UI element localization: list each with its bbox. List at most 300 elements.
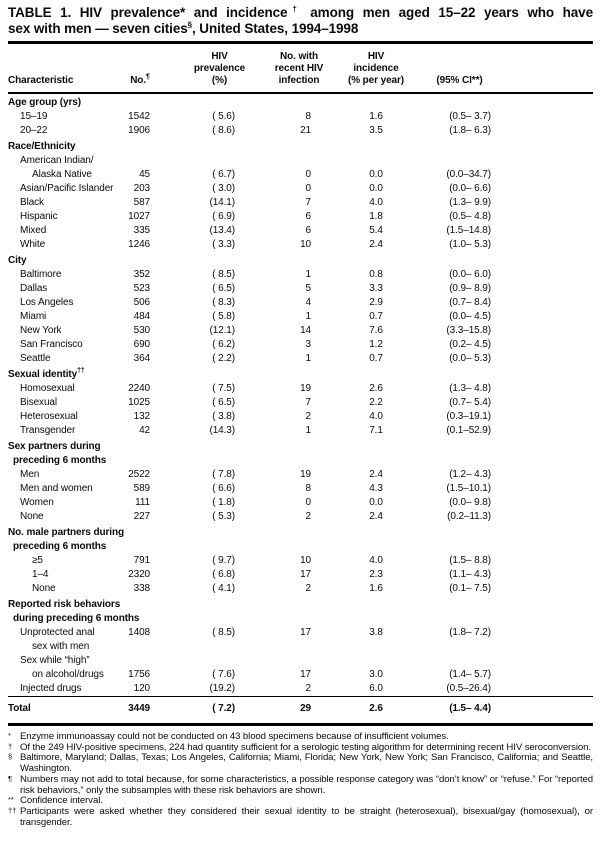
data-row	[8, 424, 593, 438]
cell-recent-infection: 21	[300, 125, 311, 136]
cell-recent-infection	[263, 366, 335, 382]
cell-filler	[518, 124, 593, 138]
header-no-text: No.	[130, 75, 146, 86]
header-row-2	[8, 63, 593, 75]
row-label: preceding 6 months	[13, 455, 107, 466]
cell-recent-infection	[263, 540, 335, 554]
cell-incidence	[335, 438, 417, 454]
cell-prevalence	[160, 366, 263, 382]
cell-filler	[518, 654, 593, 668]
cell-no	[120, 438, 160, 454]
cell-no	[120, 252, 160, 268]
section-row	[8, 454, 593, 468]
cell-filler	[518, 424, 593, 438]
cell-recent-infection: 17	[300, 569, 311, 580]
cell-filler	[518, 524, 593, 540]
data-row	[8, 224, 593, 238]
cell-filler	[518, 268, 593, 282]
footnote-marker: †	[8, 741, 13, 751]
cell-no	[120, 154, 160, 168]
data-row	[8, 268, 593, 282]
title-dagger-sup: †	[287, 4, 302, 14]
data-row	[8, 468, 593, 482]
cell-filler	[518, 224, 593, 238]
cell-ci: (0.0– 9.8)	[449, 497, 491, 508]
cell-recent-infection: 19	[300, 383, 311, 394]
cell-filler	[518, 282, 593, 296]
footnote-text: Participants were asked whether they considered their sexual identity to be straight (heterosexual), bisexual/gay (homosexual), or transgender.	[20, 805, 593, 828]
header-spacer	[120, 63, 160, 75]
row-label: Seattle	[20, 353, 51, 364]
cell-recent-infection: 1	[305, 311, 311, 322]
cell-incidence: 0.0	[369, 497, 383, 508]
cell-filler	[518, 510, 593, 524]
cell-recent-infection: 2	[305, 411, 311, 422]
cell-incidence: 1.2	[369, 339, 383, 350]
cell-prevalence: ( 6.8)	[212, 569, 235, 580]
header-recent-line3: infection	[263, 75, 335, 93]
cell-recent-infection: 17	[300, 669, 311, 680]
row-label: Race/Ethnicity	[8, 141, 76, 152]
cell-no	[120, 454, 160, 468]
cell-prevalence: (19.2)	[209, 683, 235, 694]
cell-incidence: 2.4	[369, 239, 383, 250]
cell-prevalence: (13.4)	[209, 225, 235, 236]
cell-no	[120, 596, 160, 612]
cell-ci: (0.0– 4.5)	[449, 311, 491, 322]
footnote-text: Baltimore, Maryland; Dallas, Texas; Los Angeles, California; Miami, Florida; New York, New York; San Francisco, California; and Seattle, Washington.	[20, 752, 593, 775]
cell-ci	[417, 596, 518, 612]
header-ci: (95% CI**)	[417, 75, 518, 93]
cell-no: 1906	[128, 125, 150, 136]
row-label: Unprotected anal	[20, 627, 95, 638]
cell-incidence: 1.8	[369, 211, 383, 222]
cell-recent-infection: 2	[305, 511, 311, 522]
row-label: preceding 6 months	[13, 541, 107, 552]
cell-recent-infection: 1	[305, 269, 311, 280]
cell-ci: (0.5– 3.7)	[449, 111, 491, 122]
cell-ci: (1.1– 4.3)	[449, 569, 491, 580]
cell-prevalence: ( 7.8)	[212, 469, 235, 480]
cell-ci: (0.2–11.3)	[447, 511, 491, 522]
footnote-marker: §	[8, 752, 13, 762]
cell-no: 1408	[128, 627, 150, 638]
cell-no: 523	[133, 283, 150, 294]
cell-prevalence: (14.1)	[209, 197, 235, 208]
data-row	[8, 396, 593, 410]
cell-filler	[518, 568, 593, 582]
row-label: Bisexual	[20, 397, 57, 408]
cell-recent-infection: 10	[300, 555, 311, 566]
table-title-line1	[8, 5, 593, 21]
cell-incidence	[335, 138, 417, 154]
cell-incidence: 6.0	[369, 683, 383, 694]
cell-ci: (1.5– 8.8)	[449, 555, 491, 566]
total-row	[8, 697, 593, 725]
header-prevalence-line3: (%)	[160, 75, 263, 93]
cell-ci	[417, 540, 518, 554]
header-prevalence-line2: prevalence	[193, 63, 246, 74]
cell-ci: (1.5–10.1)	[446, 483, 491, 494]
cell-prevalence: ( 1.8)	[212, 497, 235, 508]
cell-recent-infection: 8	[305, 111, 311, 122]
cell-recent-infection	[263, 93, 335, 110]
total-label: Total	[8, 697, 120, 725]
data-row	[8, 496, 593, 510]
row-label: 1–4	[32, 569, 49, 580]
header-characteristic: Characteristic	[8, 75, 120, 93]
cell-filler	[518, 626, 593, 640]
table-footer	[8, 697, 593, 725]
cell-ci	[417, 640, 518, 654]
data-row	[8, 338, 593, 352]
section-row	[8, 252, 593, 268]
row-label: None	[20, 511, 44, 522]
title-line1-text-cont: among men aged 15–22 years who have	[301, 5, 593, 20]
cell-prevalence: ( 3.8)	[212, 411, 235, 422]
hiv-prevalence-table	[8, 44, 593, 726]
header-prevalence-line1: HIV	[211, 51, 228, 62]
row-label: sex with men	[32, 641, 90, 652]
cell-no: 364	[133, 353, 150, 364]
cell-no: 42	[139, 425, 150, 436]
cell-filler	[518, 93, 593, 110]
cell-incidence	[335, 154, 417, 168]
footnote-marker: **	[8, 795, 14, 805]
footnote-text: Enzyme immunoassay could not be conducted on 43 blood specimens because of insufficient volumes.	[20, 731, 449, 742]
cell-incidence: 0.0	[369, 169, 383, 180]
cell-incidence: 1.6	[369, 583, 383, 594]
cell-prevalence: ( 8.5)	[212, 627, 235, 638]
row-label: Mixed	[20, 225, 47, 236]
data-row	[8, 154, 593, 168]
cell-prevalence	[160, 612, 263, 626]
cell-ci: (1.0– 5.3)	[449, 239, 491, 250]
cell-prevalence: ( 6.6)	[212, 483, 235, 494]
cell-ci: (0.5–26.4)	[446, 683, 491, 694]
cell-filler	[518, 682, 593, 697]
row-label: Transgender	[20, 425, 76, 436]
cell-prevalence: ( 7.5)	[212, 383, 235, 394]
cell-prevalence	[160, 438, 263, 454]
cell-ci	[417, 138, 518, 154]
total-ci: (1.5– 4.4)	[417, 697, 518, 725]
cell-filler	[518, 210, 593, 224]
cell-prevalence: ( 2.2)	[212, 353, 235, 364]
data-row	[8, 668, 593, 682]
row-label: Alaska Native	[32, 169, 92, 180]
title-line2-text-cont: , United States, 1994–1998	[192, 21, 359, 36]
row-label: Asian/Pacific Islander	[20, 183, 114, 194]
footnote-double-dagger	[8, 807, 593, 828]
cell-prevalence: ( 6.2)	[212, 339, 235, 350]
cell-no: 530	[133, 325, 150, 336]
cell-incidence	[335, 612, 417, 626]
row-label: ≥5	[32, 555, 43, 566]
total-filler	[518, 697, 593, 725]
cell-prevalence: ( 6.5)	[212, 397, 235, 408]
cell-incidence	[335, 93, 417, 110]
row-label: New York	[20, 325, 62, 336]
cell-no: 120	[133, 683, 150, 694]
data-row	[8, 296, 593, 310]
total-prevalence: ( 7.2)	[160, 697, 263, 725]
cell-filler	[518, 454, 593, 468]
section-row	[8, 596, 593, 612]
cell-prevalence	[160, 454, 263, 468]
cell-recent-infection: 0	[305, 183, 311, 194]
section-row	[8, 366, 593, 382]
header-spacer	[518, 63, 593, 75]
cell-incidence: 0.7	[369, 311, 383, 322]
cell-recent-infection: 0	[305, 169, 311, 180]
cell-no: 484	[133, 311, 150, 322]
cell-no: 506	[133, 297, 150, 308]
cell-prevalence	[160, 640, 263, 654]
cell-no: 338	[133, 583, 150, 594]
cell-no: 2240	[128, 383, 150, 394]
row-label: Injected drugs	[20, 683, 82, 694]
cell-filler	[518, 182, 593, 196]
row-label: None	[32, 583, 56, 594]
cell-incidence: 7.1	[369, 425, 383, 436]
footnote-text: Of the 249 HIV-positive specimens, 224 had quantity sufficient for a serologic testing algorithm for determining recent HIV seroconversion.	[20, 741, 591, 753]
row-label: Reported risk behaviors	[8, 599, 121, 610]
cell-prevalence	[160, 252, 263, 268]
title-section-sup: §	[187, 20, 192, 30]
cell-no: 2522	[128, 469, 150, 480]
data-row	[8, 682, 593, 697]
cell-no: 132	[133, 411, 150, 422]
header-spacer	[8, 44, 120, 63]
cell-filler	[518, 668, 593, 682]
cell-ci: (0.2– 4.5)	[449, 339, 491, 350]
cell-no: 1542	[128, 111, 150, 122]
cell-recent-infection	[263, 596, 335, 612]
cell-no	[120, 138, 160, 154]
cell-no: 791	[133, 555, 150, 566]
cell-recent-infection	[263, 654, 335, 668]
cell-ci	[417, 252, 518, 268]
data-row	[8, 352, 593, 366]
header-no	[120, 75, 160, 93]
cell-no	[120, 640, 160, 654]
cell-ci	[417, 612, 518, 626]
section-row	[8, 93, 593, 110]
header-no-sup: ¶	[146, 73, 150, 81]
cell-prevalence: ( 6.7)	[212, 169, 235, 180]
row-label: on alcohol/drugs	[32, 669, 104, 680]
data-row	[8, 238, 593, 252]
cell-incidence	[335, 454, 417, 468]
row-label: Sex while “high”	[20, 655, 90, 666]
footnote-text: Numbers may not add to total because, for some characteristics, a possible response category was “don’t know” or “refuse.” For “reported risk behaviors,” only the subsamples with these risk behaviors are shown.	[20, 773, 593, 796]
cell-prevalence	[160, 596, 263, 612]
cell-prevalence: ( 3.0)	[212, 183, 235, 194]
row-label: 20–22	[20, 125, 48, 136]
row-label: Sexual identity††	[8, 367, 85, 380]
cell-ci: (0.1–52.9)	[446, 425, 491, 436]
cell-filler	[518, 410, 593, 424]
cell-no: 1756	[128, 669, 150, 680]
cell-no: 2320	[128, 569, 150, 580]
cell-recent-infection	[263, 454, 335, 468]
cell-prevalence: ( 6.5)	[212, 283, 235, 294]
cell-filler	[518, 310, 593, 324]
footnote-pilcrow	[8, 775, 593, 796]
cell-incidence: 3.5	[369, 125, 383, 136]
header-spacer	[518, 75, 593, 93]
cell-filler	[518, 582, 593, 596]
cell-filler	[518, 296, 593, 310]
cell-prevalence: ( 5.8)	[212, 311, 235, 322]
cell-ci: (0.7– 8.4)	[449, 297, 491, 308]
cell-ci: (1.5–14.8)	[446, 225, 491, 236]
data-row	[8, 324, 593, 338]
table-title	[8, 5, 593, 37]
data-row	[8, 210, 593, 224]
row-label: 15–19	[20, 111, 48, 122]
cell-recent-infection: 5	[305, 283, 311, 294]
cell-no	[120, 366, 160, 382]
section-footnote-sup: ††	[77, 367, 85, 375]
cell-incidence: 3.8	[369, 627, 383, 638]
row-label: Hispanic	[20, 211, 58, 222]
row-label: Los Angeles	[20, 297, 74, 308]
cell-incidence	[335, 252, 417, 268]
cell-recent-infection	[263, 524, 335, 540]
cell-recent-infection: 2	[305, 583, 311, 594]
cell-filler	[518, 396, 593, 410]
cell-filler	[518, 496, 593, 510]
row-label: White	[20, 239, 46, 250]
cell-recent-infection: 7	[305, 197, 311, 208]
data-row	[8, 282, 593, 296]
title-line1-text: TABLE 1. HIV prevalence* and incidence	[8, 5, 288, 20]
cell-prevalence: ( 8.5)	[212, 269, 235, 280]
data-row	[8, 382, 593, 396]
data-row	[8, 196, 593, 210]
cell-incidence: 4.0	[369, 411, 383, 422]
cell-prevalence: (14.3)	[209, 425, 235, 436]
cell-prevalence: ( 8.6)	[212, 125, 235, 136]
cell-prevalence: ( 7.6)	[212, 669, 235, 680]
cell-recent-infection: 2	[305, 683, 311, 694]
cell-prevalence: ( 5.6)	[212, 111, 235, 122]
row-label: Miami	[20, 311, 47, 322]
row-label: Men	[20, 469, 40, 480]
header-row-1	[8, 44, 593, 63]
cell-prevalence	[160, 154, 263, 168]
section-row	[8, 138, 593, 154]
header-spacer	[8, 63, 120, 75]
data-row	[8, 168, 593, 182]
section-row	[8, 612, 593, 626]
cell-ci: (1.2– 4.3)	[449, 469, 491, 480]
footnote-marker: ††	[8, 805, 17, 815]
cell-prevalence: ( 9.7)	[212, 555, 235, 566]
cell-ci	[417, 654, 518, 668]
header-row-3	[8, 75, 593, 93]
row-label: Women	[20, 497, 54, 508]
cell-ci: (1.8– 6.3)	[449, 125, 491, 136]
cell-prevalence: ( 3.3)	[212, 239, 235, 250]
cell-incidence: 0.7	[369, 353, 383, 364]
data-row	[8, 310, 593, 324]
cell-no: 690	[133, 339, 150, 350]
data-row	[8, 654, 593, 668]
cell-incidence	[335, 654, 417, 668]
cell-ci: (1.8– 7.2)	[449, 627, 491, 638]
cell-no: 203	[133, 183, 150, 194]
cell-recent-infection: 1	[305, 425, 311, 436]
data-row	[8, 568, 593, 582]
section-row	[8, 524, 593, 540]
header-recent-line1: No. with	[279, 51, 319, 62]
cell-prevalence: ( 6.9)	[212, 211, 235, 222]
cell-ci: (0.0– 5.3)	[449, 353, 491, 364]
footnote-marker: *	[8, 731, 11, 740]
row-label: Age group (yrs)	[8, 97, 81, 108]
row-label: during preceding 6 months	[13, 613, 140, 624]
row-label: City	[8, 255, 27, 266]
cell-ci	[417, 438, 518, 454]
cell-filler	[518, 540, 593, 554]
cell-prevalence	[160, 138, 263, 154]
data-row	[8, 510, 593, 524]
cell-ci	[417, 366, 518, 382]
cell-filler	[518, 324, 593, 338]
cell-filler	[518, 438, 593, 454]
cell-incidence	[335, 640, 417, 654]
row-label: Baltimore	[20, 269, 62, 280]
cell-filler	[518, 468, 593, 482]
cell-filler	[518, 612, 593, 626]
cell-recent-infection: 3	[305, 339, 311, 350]
cell-filler	[518, 110, 593, 124]
cell-filler	[518, 168, 593, 182]
cell-ci	[417, 524, 518, 540]
cell-incidence: 2.3	[369, 569, 383, 580]
cell-incidence: 3.3	[369, 283, 383, 294]
row-label: Heterosexual	[20, 411, 78, 422]
cell-prevalence	[160, 93, 263, 110]
cell-recent-infection	[263, 612, 335, 626]
cell-filler	[518, 252, 593, 268]
cell-prevalence	[160, 540, 263, 554]
cell-filler	[518, 196, 593, 210]
cell-recent-infection	[263, 438, 335, 454]
cell-ci: (0.0–34.7)	[446, 169, 491, 180]
cell-no: 335	[133, 225, 150, 236]
cell-filler	[518, 238, 593, 252]
data-row	[8, 554, 593, 568]
cell-recent-infection: 4	[305, 297, 311, 308]
cell-recent-infection: 19	[300, 469, 311, 480]
footnote-text: Confidence interval.	[20, 795, 103, 807]
cell-prevalence: ( 4.1)	[212, 583, 235, 594]
cell-ci: (0.0– 6.0)	[449, 269, 491, 280]
cell-ci: (1.3– 4.8)	[449, 383, 491, 394]
cell-ci: (0.9– 8.9)	[449, 283, 491, 294]
cell-incidence: 2.2	[369, 397, 383, 408]
cell-incidence: 4.3	[369, 483, 383, 494]
cell-no: 45	[139, 169, 150, 180]
cell-filler	[518, 352, 593, 366]
cell-filler	[518, 382, 593, 396]
cell-recent-infection: 6	[305, 211, 311, 222]
cell-no: 227	[133, 511, 150, 522]
